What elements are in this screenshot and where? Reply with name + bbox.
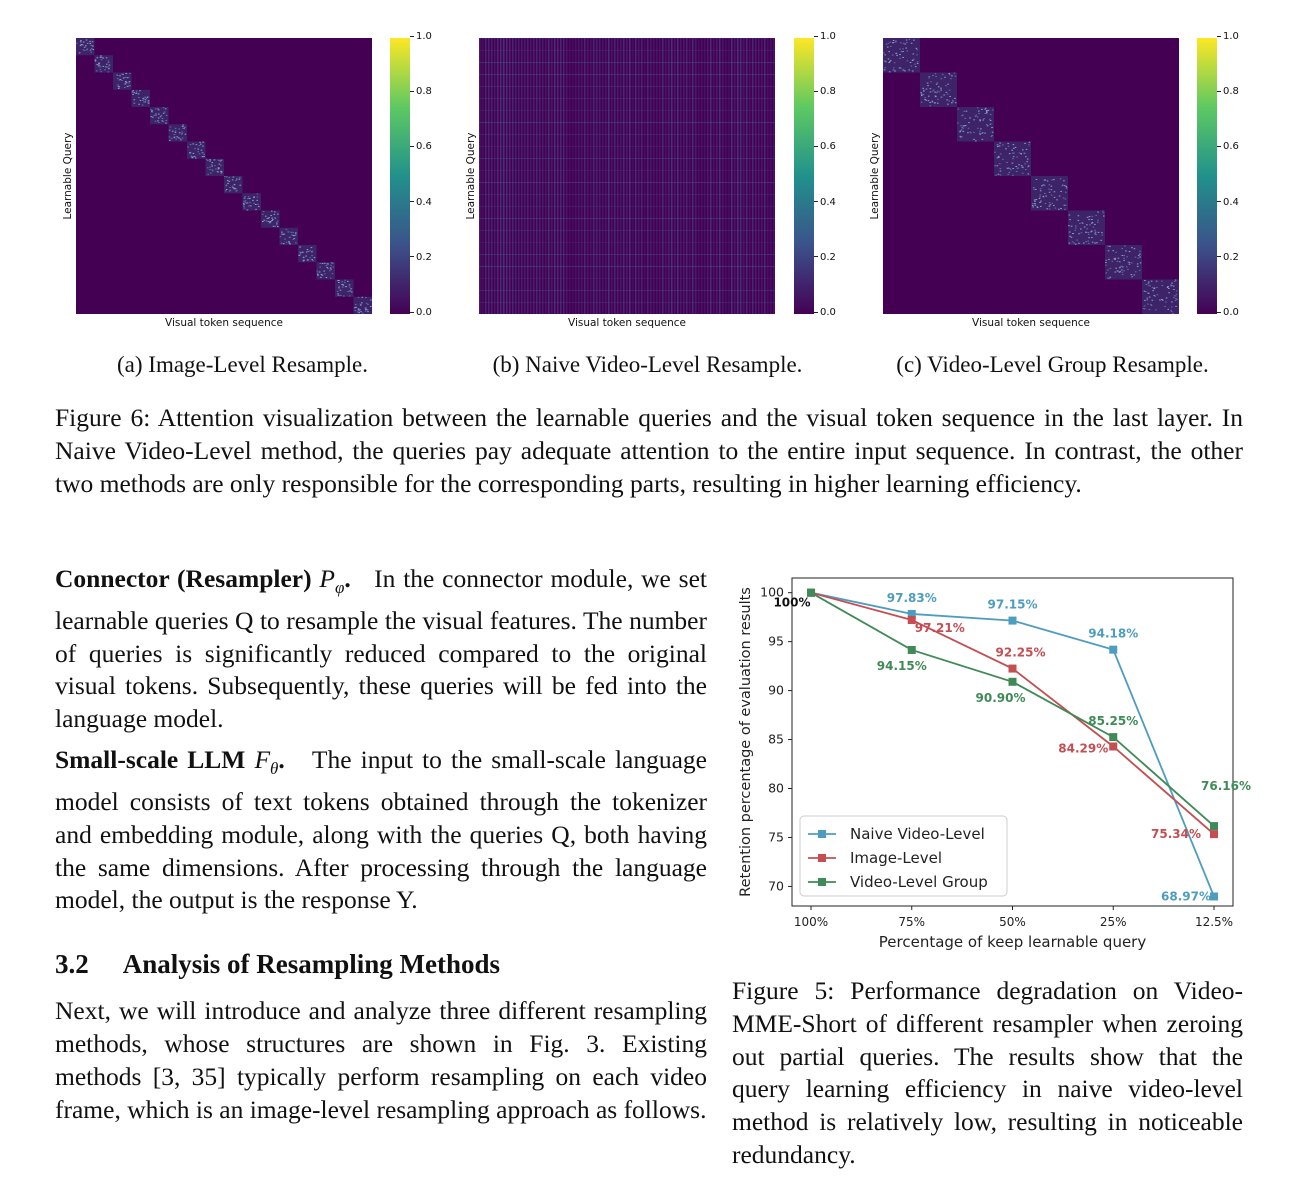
heatmap-b [479,38,775,314]
attention-block [113,73,132,90]
series-point [1210,822,1218,830]
y-tick-label: 95 [768,633,784,649]
heatmap-a [76,38,372,314]
attention-block [187,142,206,159]
attention-block [169,124,188,141]
series-line [811,590,1214,826]
colorbar-tick: 0.6 [410,141,432,152]
attention-block [280,228,299,245]
legend-marker [818,830,826,838]
series-point [1109,733,1117,741]
series-line [811,590,1214,834]
series-point [1009,665,1017,673]
attention-block [1031,176,1068,211]
figure-5 [732,570,1251,951]
section-number: 3.2 [55,949,89,980]
data-label: 97.83% [886,590,937,605]
colorbar-c [1197,38,1217,314]
data-label: 76.16% [1201,779,1251,794]
heatmap-c [883,38,1179,314]
series-point [1109,743,1117,751]
connector-paragraph: Connector (Resampler) $P_\varphi$. In the connector module, we set learnable queries Q to resample the visual features. The number of queries is significantly reduced compared to the original visual tokens. Subsequently, these queries will be fed into the language model. [55,564,707,734]
y-tick-label: 70 [768,878,784,894]
x-tick-label: 12.5% [1194,915,1234,929]
data-label: 97.15% [987,597,1038,612]
colorbar-tick: 1.0 [1217,31,1239,42]
heatmap-a-xlabel: Visual token sequence [165,317,283,329]
attention-block [317,262,336,279]
colorbar-tick: 0.6 [814,141,836,152]
legend-label: Video-Level Group [850,873,988,891]
legend-label: Image-Level [850,849,942,867]
y-tick-label: 100 [760,584,784,600]
llm-heading: Small-scale LLM [55,745,246,775]
line-chart [732,570,1251,951]
heatmap-c-xlabel: Visual token sequence [972,317,1090,329]
data-label: 85.25% [1088,714,1139,729]
figure-6-caption: Figure 6: Attention visualization between the learnable queries and the visual token sequence in the last layer. In Naive Video-Level method, the queries pay adequate attention to the entire input sequence. In contrast, the other two methods are only responsible for the corresponding parts, resulting in higher learning efficiency. [55,403,1243,498]
attention-block [335,280,354,297]
attention-block [150,107,169,124]
colorbar-tick: 0.2 [1217,252,1239,263]
attention-block [95,55,114,72]
x-tick-label: 100% [793,915,829,929]
heatmap-b-ylabel: Learnable Query [465,132,477,220]
colorbar-tick: 1.0 [814,31,836,42]
series-point [908,646,916,654]
series-video-level-group [773,589,1251,830]
data-label: 90.90% [975,690,1026,705]
colorbar-tick: 0.8 [1217,86,1239,97]
data-label: 97.21% [914,621,965,636]
colorbar-tick: 0.0 [814,307,836,318]
attention-block [298,245,317,262]
series-point [1009,678,1017,686]
figure-5-caption: Figure 5: Performance degradation on Video-MME-Short of different resampler when zeroing out partial queries. The results show that the query learning efficiency in naive video-level method is relatively low, resulting in noticeable redundancy. [732,976,1243,1169]
y-tick-label: 85 [768,731,784,747]
data-label: 92.25% [995,645,1046,660]
heatmap-panel-c [847,30,1247,340]
attention-block [1142,280,1179,315]
llm-symbol: $F_\theta$ [254,745,279,779]
connector-text: In the connector module, we set learnable queries Q to resample the visual features. The number of queries is significantly reduced compared to the original visual tokens. Subsequently, these queries will be fed into the language model. [55,564,707,734]
subcaption-b: (b) Naive Video-Level Resample. [492,352,803,377]
x-tick-label: 50% [999,915,1026,929]
legend-marker [818,878,826,886]
colorbar-tick: 0.0 [1217,307,1239,318]
attention-block [76,38,95,55]
heatmap-c-ylabel: Learnable Query [869,132,881,220]
attention-block [1105,245,1142,280]
series-image-level [807,589,1218,841]
colorbar-tick: 0.8 [814,86,836,97]
section-title: Analysis of Resampling Methods [122,949,501,980]
data-label: 94.15% [876,658,927,673]
connector-symbol: $P_\varphi$ [319,564,345,598]
data-label: 75.34% [1151,827,1201,842]
data-label: 94.18% [1088,626,1139,641]
colorbar-tick: 0.0 [410,307,432,318]
attention-block [883,38,920,73]
y-tick-label: 90 [768,682,784,698]
heatmap-panel-a [40,30,440,340]
section-paragraph: Next, we will introduce and analyze three different resampling methods, whose structures are shown in Fig. 3. Existing methods [3, 35] typically perform resampling on each video frame, which is an image-level resampling approach as follows. [55,996,707,1124]
attention-block [1068,211,1105,246]
colorbar-tick: 0.4 [410,197,432,208]
x-tick-label: 75% [898,915,926,929]
colorbar-tick: 0.8 [410,86,432,97]
legend-marker [818,854,826,862]
colorbar-tick: 1.0 [410,31,432,42]
colorbar-tick: 0.2 [814,252,836,263]
section-heading [55,947,707,981]
heatmap-a-ylabel: Learnable Query [62,132,74,220]
data-label: 100% [773,595,811,610]
llm-paragraph: Small-scale LLM $F_\theta$. The input to the small-scale language model consists of text tokens obtained through the tokenizer and embedding module, along with the queries Q, both having the same dimensions. After processing through the language model, the output is the response Y. [55,745,707,915]
x-tick-label: 25% [1099,915,1127,929]
subcaption-a: (a) Image-Level Resample. [117,352,368,377]
subcaption-c: (c) Video-Level Group Resample. [896,352,1209,377]
heatmap-panel-b [443,30,843,340]
legend-label: Naive Video-Level [850,825,985,843]
attention-block [994,142,1031,177]
attention-block [354,297,373,314]
colorbar-tick: 0.4 [814,197,836,208]
llm-text: The input to the small-scale language model consists of text tokens obtained through the tokenizer and embedding module, along with the queries Q, both having the same dimensions. After processing through the language model, the output is the response Y. [55,745,707,915]
y-tick-label: 80 [768,780,784,796]
colorbar-tick: 0.4 [1217,197,1239,208]
series-point [1210,893,1218,901]
colorbar-b [794,38,814,314]
attention-block [132,90,151,107]
heatmap-b-xlabel: Visual token sequence [568,317,686,329]
series-point [1210,830,1218,838]
connector-heading: Connector (Resampler) [55,564,312,593]
data-label: 68.97% [1161,889,1211,904]
colorbar-tick: 0.2 [410,252,432,263]
colorbar-tick: 0.6 [1217,141,1239,152]
series-point [1109,646,1117,654]
colorbar-a [390,38,410,314]
y-tick-label: 75 [768,829,784,845]
attention-block [957,107,994,142]
attention-block [261,211,280,228]
attention-block [224,176,243,193]
data-label: 84.29% [1058,741,1109,756]
left-column [55,563,707,1126]
y-axis-label: Retention percentage of evaluation results [738,587,754,897]
attention-block [920,73,957,108]
attention-block [206,159,225,176]
series-point [1009,617,1017,625]
attention-block [243,193,262,210]
legend [800,816,1007,896]
x-axis-label: Percentage of keep learnable query [878,933,1147,951]
